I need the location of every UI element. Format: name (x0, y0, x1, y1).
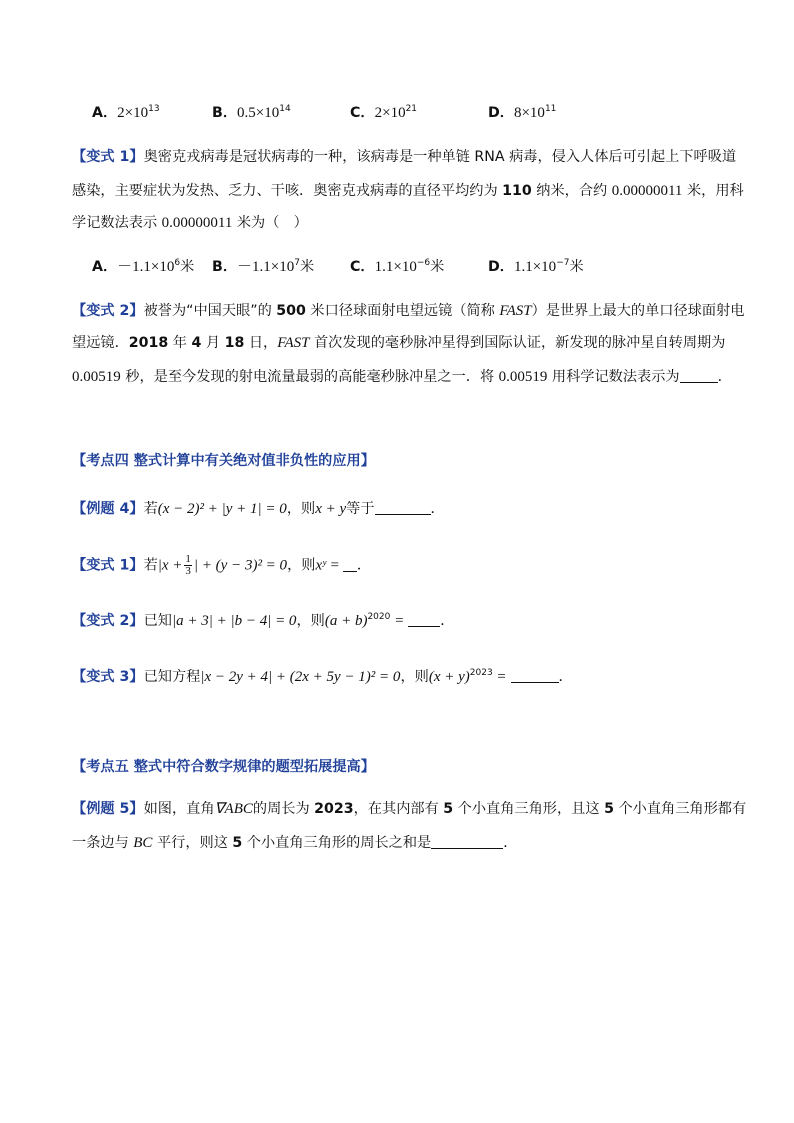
variant1-line1: 【变式 1】奥密克戎病毒是冠状病毒的一种，该病毒是一种单链 RNA 病毒，侵入人体后可引起上下呼吸道 (72, 149, 737, 165)
variant1-option-d: D．$1.1\times 10^{-7}$米 (488, 258, 584, 275)
example4-variant1-tag: 【变式 1】 (72, 557, 144, 574)
answer-blank[interactable] (343, 557, 357, 572)
answer-blank[interactable] (680, 368, 718, 383)
prev-option-d: D．$8\times 10^{11}$ (488, 104, 557, 121)
variant1-line3: 学记数法表示 0.00000011 米为（ ） (72, 215, 308, 231)
example4-variant2-line: 【变式 2】已知|a + 3| + |b − 4| = 0，则$(a + b)^{2020}$ = ． (72, 612, 455, 629)
example4-variant3-tag: 【变式 3】 (72, 669, 144, 685)
variant1-option-b: B．$-1.1\times 10^7$米 (212, 258, 315, 275)
example4-variant2-tag: 【变式 2】 (72, 613, 144, 629)
prev-option-c: C．$2\times 10^{21}$ (350, 104, 418, 121)
variant2-line3: 0.00519 秒，是至今发现的射电流量最弱的高能毫秒脉冲星之一．将 0.00519 用科学记数法表示为 ． (72, 369, 732, 385)
section5-title: 【考点五 整式中符合数字规律的题型拓展提高】 (72, 759, 375, 775)
example5-line1: 【例题 5】如图，直角∇ABC的周长为 2023，在其内部有 5 个小直角三角形，且这 5 个小直角三角形都有 (72, 801, 747, 817)
example5-tag: 【例题 5】 (72, 801, 144, 817)
answer-blank[interactable] (375, 500, 431, 515)
example4-variant3-line: 【变式 3】已知方程|x − 2y + 4| + (2x + 5y − 1)² = 0，则$(x + y)^{2023}$ = ． (72, 668, 573, 685)
example5-line2: 一条边与 BC 平行，则这 5 个小直角三角形的周长之和是 ． (72, 835, 518, 851)
variant1-line2: 感染，主要症状为发热、乏力、干咳．奥密克戎病毒的直径平均约为 110 纳米，合约 0.00000011 米，用科 (72, 183, 744, 199)
answer-blank[interactable] (431, 834, 503, 849)
prev-option-b: B．$0.5\times 10^{14}$ (212, 104, 291, 121)
variant2-line2: 望远镜．2018 年 4 月 18 日，FAST 首次发现的毫秒脉冲星得到国际认证，新发现的脉冲星自转周期为 (72, 335, 726, 351)
variant1-tag: 【变式 1】 (72, 149, 144, 165)
variant1-option-c: C．$1.1\times 10^{-6}$米 (350, 258, 445, 275)
answer-blank[interactable] (408, 612, 440, 627)
example4-tag: 【例题 4】 (72, 501, 144, 517)
section4-title: 【考点四 整式计算中有关绝对值非负性的应用】 (72, 453, 375, 469)
answer-blank[interactable] (511, 668, 559, 683)
prev-option-a: A．$2\times 10^{13}$ (92, 104, 160, 121)
fraction-one-third: $\frac{1}{3}$ (185, 553, 191, 577)
example4-line: 【例题 4】若(x − 2)² + |y + 1| = 0，则x + y等于 ． (72, 501, 445, 517)
variant2-tag: 【变式 2】 (72, 303, 144, 319)
variant2-line1: 【变式 2】被誉为“中国天眼”的 500 米口径球面射电望远镜（简称 FAST）是世界上最大的单口径球面射电 (72, 303, 745, 319)
variant1-option-a: A．$-1.1\times 10^6$米 (92, 258, 195, 275)
example4-variant1-line: 【变式 1】若|x + $\frac{1}{3}$ | + (y − 3)² = 0，则xʸ = ． (72, 553, 372, 577)
